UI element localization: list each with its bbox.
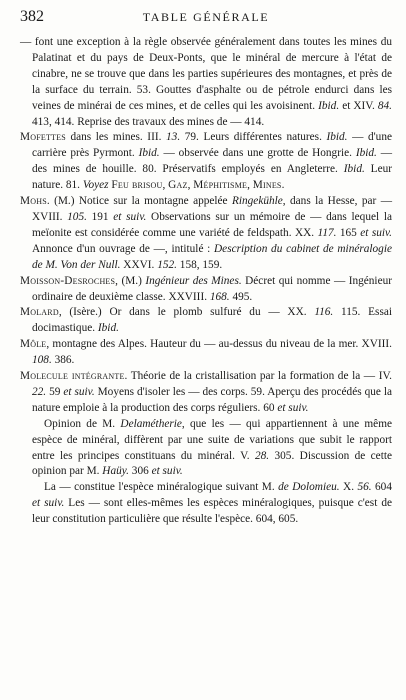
index-entry xyxy=(20,35,392,130)
page-header xyxy=(20,8,392,32)
italic-text: de Dolomieu. xyxy=(278,481,340,494)
entry-text: 413, 414. Reprise des travaux des mines de — 414. xyxy=(32,115,265,128)
italic-text: Ibid. xyxy=(318,99,340,112)
entry-text: , (Isère.) Or dans le plomb sulfuré du — XX. xyxy=(58,306,315,319)
entry-text: 191 xyxy=(86,210,114,223)
index-entry xyxy=(20,130,392,194)
entry-text: X. xyxy=(339,481,358,494)
italic-text: Delamétherie xyxy=(120,417,182,430)
entry-text: — des mines de houille. 80. Préservatifs employés en Angleterre. xyxy=(32,147,392,176)
entry-text: XXVI. xyxy=(120,258,158,271)
italic-text: 117. xyxy=(317,226,337,239)
italic-text: Ibid. xyxy=(343,163,365,176)
index-entry xyxy=(20,417,392,481)
italic-text: Ibid. xyxy=(138,147,160,160)
italic-text: 13. xyxy=(166,131,181,144)
italic-text: Ibid. xyxy=(326,131,348,144)
headword: Moisson-Desroches xyxy=(20,274,116,287)
italic-text: Voyez xyxy=(82,179,109,192)
entry-text: 165 xyxy=(336,226,361,239)
italic-text: Ibid. xyxy=(97,322,119,335)
headword: Feu brisou xyxy=(111,179,163,192)
entry-text: Les — sont elles-mêmes les espèces minéralogiques, puisque c'est de leur constitution particulière que résulte l'espèce. 604, 605. xyxy=(32,497,392,526)
entry-text: Leur nature. 81. xyxy=(32,163,393,192)
headword: Mines xyxy=(252,179,282,192)
italic-text: 152. xyxy=(157,258,177,271)
index-entry xyxy=(20,369,392,417)
entry-text: Décret qui nomme — Ingénieur ordinaire de deuxième classe. XXVIII. xyxy=(32,274,392,303)
italic-text: 84. xyxy=(377,99,392,112)
entry-text: 604 xyxy=(371,481,392,494)
italic-text: Ingénieur des Mines. xyxy=(145,274,242,287)
italic-text: 22. xyxy=(32,385,47,398)
headword: Môle xyxy=(20,338,47,351)
italic-text: et suiv. xyxy=(277,401,309,414)
headword: Molard xyxy=(20,306,59,319)
index-entry xyxy=(20,274,392,306)
entry-text: 115. Essai docimastique. xyxy=(32,306,392,335)
entry-text: dans les mines. III. xyxy=(65,131,167,144)
entry-text: 59 xyxy=(46,385,64,398)
headword: Gaz xyxy=(168,179,188,192)
italic-text: 28. xyxy=(255,449,270,462)
entry-text: , xyxy=(162,179,169,192)
index-entry xyxy=(20,480,392,528)
entry-text: Observations sur un mémoire de — dans lequel la meïonite est considérée comme une variété de feldspath. XX. xyxy=(32,210,392,239)
entry-text: 79. Leurs différentes natures. xyxy=(180,131,327,144)
headword: Molecule intégrante xyxy=(20,370,125,383)
entry-text: — observée dans une grotte de Hongrie. xyxy=(159,147,356,160)
entry-text: . (M.) Notice sur la montagne appelée xyxy=(46,195,232,208)
entry-text: . Théorie de la cristallisation par la formation de la — IV. xyxy=(124,370,392,383)
italic-text: 108. xyxy=(32,354,52,367)
entry-text: 306 xyxy=(128,465,152,478)
entry-text: Annonce d'un ouvrage de —, intitulé : xyxy=(32,242,215,255)
index-entries xyxy=(20,35,392,528)
entry-text: , que les — qui appartiennent à une même espèce de minéral, diffèrent par une suite de variations que subit le rapport entre les principes constituans du minéral. V. xyxy=(32,417,392,462)
italic-text: et suiv. xyxy=(151,465,183,478)
entry-text: , xyxy=(187,179,194,192)
entry-text: 158, 159. xyxy=(176,258,223,271)
page-number: 382 xyxy=(20,8,44,25)
italic-text: Haüy. xyxy=(102,465,129,478)
italic-text: 168. xyxy=(209,290,230,303)
index-entry xyxy=(20,194,392,274)
italic-text: et suiv. xyxy=(32,497,65,510)
italic-text: Ibid. xyxy=(355,147,377,160)
entry-text: Opinion de M. xyxy=(44,417,121,430)
headword: Mohs xyxy=(20,195,47,208)
index-entry xyxy=(20,337,392,369)
italic-text: 56. xyxy=(357,481,372,494)
italic-text: Description du cabinet de minéralogie de M. Von der Null. xyxy=(32,242,392,271)
italic-text: et suiv. xyxy=(63,385,95,398)
italic-text: et suiv. xyxy=(360,226,393,239)
entry-text: , (M.) xyxy=(115,274,146,287)
headword: Méphitisme xyxy=(193,179,248,192)
entry-text: 305. Discussion de cette opinion par M. xyxy=(32,449,392,478)
running-title: TABLE GÉNÉRALE xyxy=(142,10,270,24)
entry-text: , montagne des Alpes. Hauteur du — au-dessus du niveau de la mer. XVIII. xyxy=(46,338,392,351)
entry-text: 386. xyxy=(51,354,75,367)
italic-text: et suiv. xyxy=(113,210,147,223)
entry-text: Moyens d'isoler les — des corps. 59. Aperçu des procédés que la nature emploie à la production des corps réguliers. 60 xyxy=(32,385,393,414)
entry-text: , xyxy=(247,179,253,192)
italic-text: Ringekühle xyxy=(231,195,283,208)
italic-text: 105. xyxy=(67,210,87,223)
entry-text: . xyxy=(281,179,285,192)
headword: Mofettes xyxy=(20,131,66,144)
index-entry xyxy=(20,305,392,337)
entry-text: 495. xyxy=(229,290,253,303)
entry-text: et XIV. xyxy=(339,99,378,112)
entry-text: — d'une carrière près Pyrmont. xyxy=(32,131,392,160)
entry-text: La — constitue l'espèce minéralogique suivant M. xyxy=(44,481,279,494)
entry-text: — font une exception à la règle observée généralement dans toutes les mines du Palatinat et du pays de Deux-Ponts, que le minéral de mercure à l'état de cinabre, ne se trouve que dans les parties supérieures des montagnes, et près de la surface du terrain. 53. Gouttes d'asphalte ou de pétrole endurci dans les veines de minérai de ces mines, et de celles qui les avoisinent. xyxy=(20,36,392,112)
entry-text: , dans la Hesse, par — XVIII. xyxy=(32,195,392,223)
italic-text: 116. xyxy=(314,306,334,319)
